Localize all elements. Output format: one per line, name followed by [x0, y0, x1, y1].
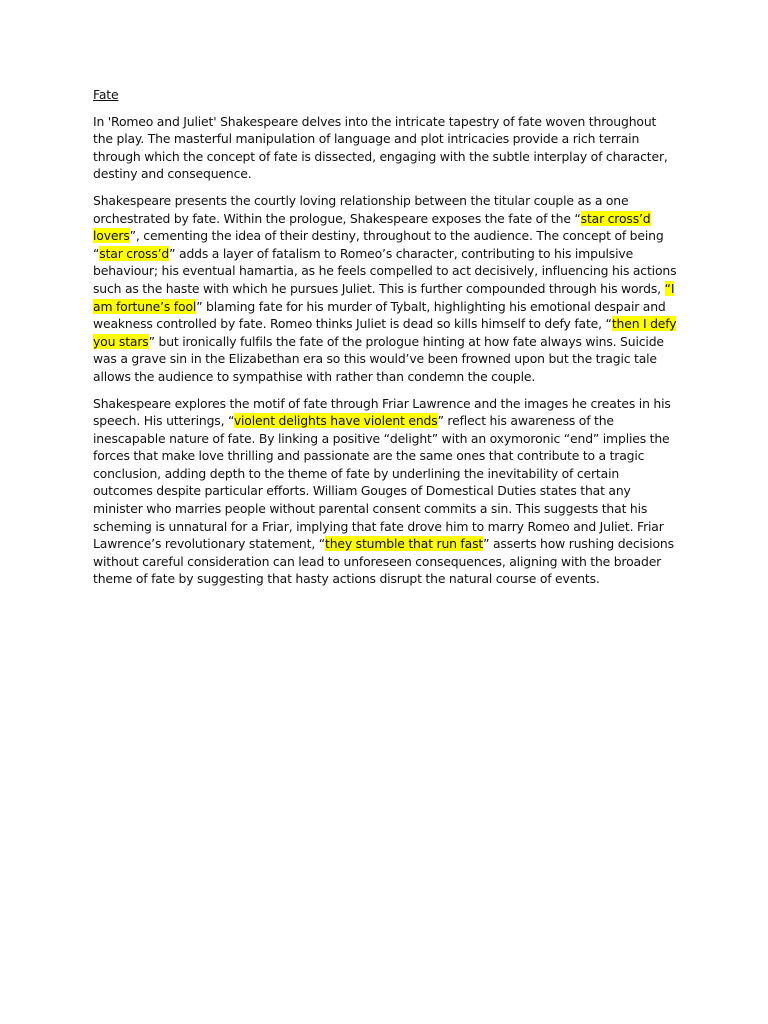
document-body[interactable]	[93, 86, 677, 597]
text-run: ” but ironically fulfils the fate of the prologue hinting at how fate always wins. Suicide was a grave sin in the Elizabethan era so this would’ve been frowned upon but the tragic tale allows the audience to sympathise with rather than condemn the couple.	[93, 333, 664, 384]
text-run: ” asserts how rushing decisions without careful consideration can lead to unforeseen consequences, aligning with the broader theme of fate by suggesting that hasty actions disrupt the natural course of events.	[93, 536, 674, 587]
paragraph-friar-lawrence	[93, 395, 677, 589]
highlighted-quote: star cross’d	[99, 245, 170, 261]
highlighted-quote: “I am fortune’s fool	[93, 280, 675, 314]
paragraph-intro	[93, 113, 677, 183]
highlighted-quote: they stumble that run fast	[324, 536, 484, 552]
highlighted-quote: then I defy you stars	[93, 316, 677, 349]
document-heading: Fate	[93, 87, 119, 102]
text-run: ” blaming fate for his murder of Tybalt, highlighting his emotional despair and weakness controlled by fate. Romeo thinks Juliet is dead so kills himself to defy fate, “	[93, 298, 666, 332]
highlighted-quote: star cross’d lovers	[93, 210, 651, 244]
paragraph-prologue	[93, 192, 677, 386]
text-run: ” adds a layer of fatalism to Romeo’s character, contributing to his impulsive behaviour; his eventual hamartia, as he feels compelled to act decisively, influencing his actions such as the haste with which he pursues Juliet. This is further compounded through his words,	[93, 245, 677, 296]
text-run: Shakespeare presents the courtly loving relationship between the titular couple as a one orchestrated by fate. Within the prologue, Shakespeare exposes the fate of the “	[93, 192, 629, 226]
text-run: In 'Romeo and Juliet' Shakespeare delves into the intricate tapestry of fate woven throughout the play. The masterful manipulation of language and plot intricacies provide a rich terrain through which the concept of fate is dissected, engaging with the subtle interplay of character, destiny and consequence.	[93, 113, 668, 182]
highlighted-quote: violent delights have violent ends	[233, 413, 438, 429]
text-run: ”, cementing the idea of their destiny, throughout to the audience. The concept of being “	[93, 228, 664, 261]
text-run: Shakespeare explores the motif of fate through Friar Lawrence and the images he creates in his speech. His utterings, “	[93, 395, 671, 429]
text-run: ” reflect his awareness of the inescapable nature of fate. By linking a positive “delight” with an oxymoronic “end” implies the forces that make love thrilling and passionate are the same ones that contribute to a tragic conclusion, adding depth to the theme of fate by underlining the inevitability of certain outcomes despite particular efforts. William Gouges of Domestical Duties states that any minister who marries people without parental consent commits a sin. This suggests that his scheming is unnatural for a Friar, implying that fate drove him to marry Romeo and Juliet. Friar Lawrence’s revolutionary statement, “	[93, 413, 670, 552]
